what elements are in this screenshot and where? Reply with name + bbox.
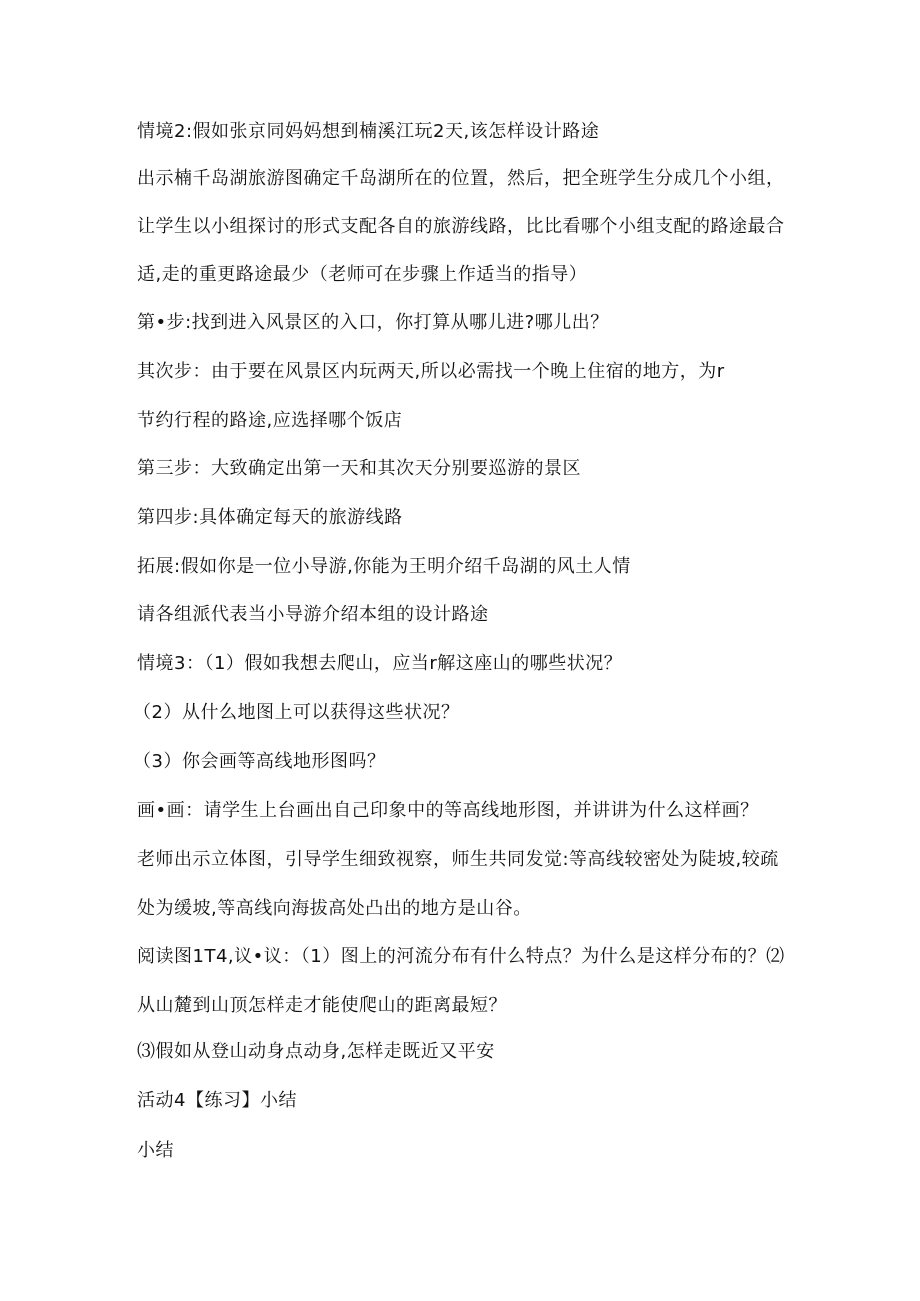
paragraph-line-11: 请各组派代表当小导游介绍本组的设计路途 — [137, 604, 489, 625]
paragraph-line-19: 从山麓到山顶怎样走才能使爬山的距离最短？ — [137, 995, 507, 1016]
paragraph-line-22: 小结 — [137, 1140, 174, 1161]
paragraph-line-12: 情境3：（1）假如我想去爬山，应当r解这座山的哪些状况？ — [137, 653, 623, 674]
paragraph-line-7: 节约行程的路途,应选择哪个饭店 — [137, 410, 403, 431]
paragraph-line-20: ⑶假如从登山动身点动身,怎样走既近又平安 — [137, 1041, 495, 1062]
paragraph-line-21: 活动4【练习】小结 — [137, 1090, 297, 1111]
paragraph-line-16: 老师出示立体图，引导学生细致视察，师生共同发觉:等高线较密处为陡坡,较疏 — [137, 849, 779, 870]
paragraph-line-13: （2）从什么地图上可以获得这些状况？ — [133, 702, 460, 723]
paragraph-line-10: 拓展:假如你是一位小导游,你能为王明介绍千岛湖的风土人情 — [137, 556, 631, 577]
paragraph-line-18: 阅读图1T4,议•议：（1）图上的河流分布有什么特点？为什么是这样分布的？⑵ — [137, 946, 785, 967]
paragraph-line-5: 第•步:找到进入风景区的入口，你打算从哪儿进?哪儿出？ — [137, 312, 609, 333]
paragraph-line-2: 出示楠千岛湖旅游图确定千岛湖所在的位置，然后，把全班学生分成几个小组， — [137, 168, 785, 189]
paragraph-line-9: 第四步:具体确定每天的旅游线路 — [137, 507, 403, 528]
paragraph-line-6: 其次步：由于要在风景区内玩两天,所以必需找一个晚上住宿的地方，为r — [137, 361, 725, 382]
paragraph-line-3: 让学生以小组探讨的形式支配各自的旅游线路，比比看哪个小组支配的路途最合 — [137, 216, 785, 237]
paragraph-line-1: 情境2:假如张京同妈妈想到楠溪江玩2天,该怎样设计路途 — [137, 121, 600, 142]
paragraph-line-17: 处为缓坡,等高线向海拔高处凸出的地方是山谷。 — [137, 898, 532, 919]
paragraph-line-15: 画•画：请学生上台画出自己印象中的等高线地形图，并讲讲为什么这样画？ — [137, 800, 759, 821]
paragraph-line-8: 第三步：大致确定出第一天和其次天分别要巡游的景区 — [137, 458, 581, 479]
paragraph-line-4: 适,走的重更路途最少（老师可在步骤上作适当的指导） — [137, 264, 588, 285]
paragraph-line-14: （3）你会画等高线地形图吗？ — [133, 751, 386, 772]
